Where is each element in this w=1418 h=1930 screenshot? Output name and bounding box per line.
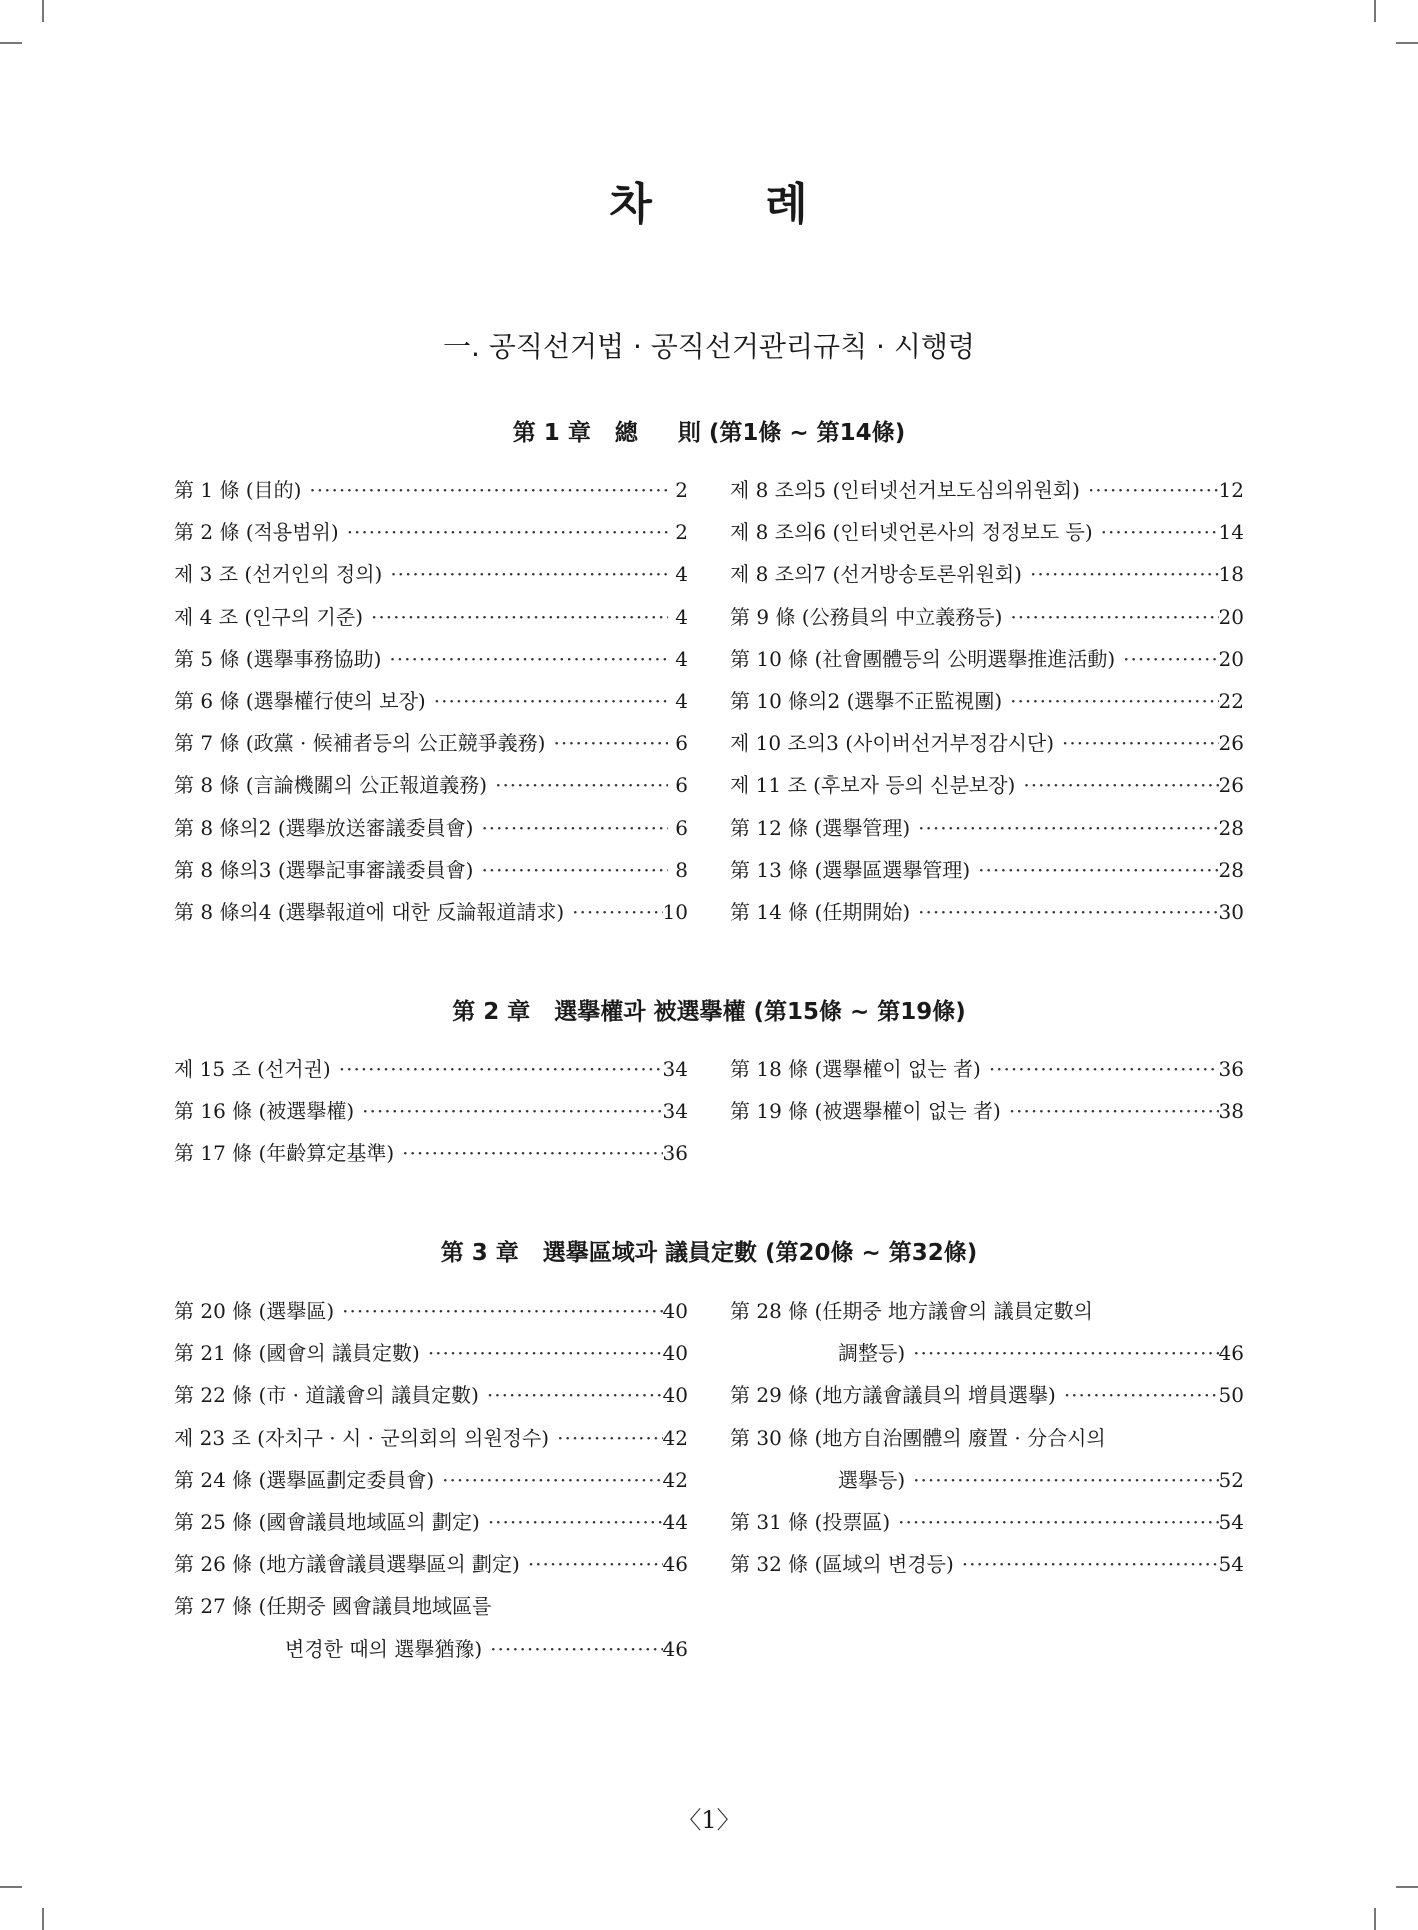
toc-entry[interactable]	[730, 1048, 1244, 1090]
toc-entry-title: 第 25 條 (國會議員地域區의 劃定)	[174, 1509, 480, 1534]
toc-entry[interactable]	[730, 1459, 1244, 1501]
toc-entry-page: 20	[1218, 604, 1244, 629]
dot-leader	[905, 1459, 1218, 1501]
toc-entry-page: 40	[662, 1341, 688, 1366]
toc-entry-title: 변경한 때의 選擧猶豫)	[285, 1636, 483, 1661]
toc-column-right	[730, 1290, 1244, 1585]
toc-entry-page: 26	[1218, 773, 1244, 798]
toc-entry-title: 第 9 條 (公務員의 中立義務등)	[730, 604, 1003, 629]
toc-entry-page: 6	[675, 815, 688, 840]
toc-entry[interactable]	[730, 638, 1244, 680]
toc-entry-page: 28	[1218, 857, 1244, 882]
toc-entry-page: 54	[1218, 1552, 1244, 1577]
dot-leader	[426, 680, 668, 722]
dot-leader	[301, 469, 668, 511]
dot-leader	[487, 764, 668, 806]
dot-leader	[1115, 638, 1218, 680]
toc-entry-page: 34	[662, 1099, 688, 1124]
toc-entry[interactable]	[174, 511, 688, 553]
dot-leader	[1015, 764, 1218, 806]
toc-entry-page: 8	[675, 857, 688, 882]
toc-column-right	[730, 469, 1244, 933]
toc-entry-page: 46	[1218, 1341, 1244, 1366]
toc-entry[interactable]	[174, 807, 688, 849]
toc-entry[interactable]	[174, 469, 688, 511]
toc-entry-page: 4	[675, 646, 688, 671]
toc-entry-page: 36	[662, 1141, 688, 1166]
toc-entry-title: 第 17 條 (年齡算定基準)	[174, 1141, 395, 1166]
toc-entry[interactable]	[174, 891, 688, 933]
toc-column-left	[174, 469, 688, 933]
toc-entry-title: 第 30 條 (地方自治團體의 廢置 · 分合시의	[730, 1425, 1106, 1450]
dot-leader	[473, 849, 668, 891]
toc-entry[interactable]	[174, 1501, 688, 1543]
crop-mark	[1374, 0, 1376, 22]
toc-entry[interactable]	[174, 1417, 688, 1459]
toc-entry[interactable]	[174, 1290, 688, 1332]
dot-leader	[910, 807, 1218, 849]
dot-leader	[354, 1090, 662, 1132]
toc-entry[interactable]	[174, 1628, 688, 1670]
dot-leader	[482, 1628, 662, 1670]
dot-leader	[1022, 553, 1219, 595]
toc-entry-page: 18	[1218, 562, 1244, 587]
dot-leader	[564, 891, 662, 933]
toc-entry-title: 第 1 條 (目的)	[174, 478, 302, 502]
toc-entry-page: 42	[662, 1425, 688, 1450]
toc-entry-title: 第 27 條 (任期중 國會議員地域區를	[174, 1594, 492, 1619]
toc-entry[interactable]	[730, 1290, 1244, 1332]
toc-entry-title: 第 8 條의4 (選擧報道에 대한 反論報道請求)	[174, 899, 565, 924]
dot-leader	[331, 1048, 663, 1090]
toc-entry-title: 第 6 條 (選擧權行使의 보장)	[174, 688, 426, 713]
dot-leader	[890, 1501, 1218, 1543]
toc-entry-title: 第 2 條 (적용범위)	[174, 520, 339, 545]
dot-leader	[473, 807, 668, 849]
toc-entry-title: 제 8 조의5 (인터넷선거보도심의위원회)	[730, 478, 1080, 502]
toc-entry[interactable]	[174, 1459, 688, 1501]
toc-entry-title: 第 7 條 (政黨 · 候補者등의 公正競爭義務)	[174, 731, 546, 756]
toc-entry[interactable]	[174, 680, 688, 722]
toc-entry-page: 6	[675, 731, 688, 756]
toc-entry-title: 제 10 조의3 (사이버선거부정감시단)	[730, 731, 1055, 756]
toc-entry[interactable]	[174, 1048, 688, 1090]
toc-entry-title: 第 16 條 (被選擧權)	[174, 1099, 355, 1124]
part-title: 一. 공직선거법 · 공직선거관리규칙 · 시행령	[443, 330, 975, 363]
toc-entry-page: 34	[662, 1057, 688, 1081]
toc-column-left	[174, 1290, 688, 1670]
crop-mark	[1396, 42, 1418, 44]
toc-entry-title: 第 8 條의2 (選擧放送審議委員會)	[174, 815, 474, 840]
toc-entry[interactable]	[174, 638, 688, 680]
toc-entry-page: 54	[1218, 1509, 1244, 1534]
toc-entry[interactable]	[730, 891, 1244, 933]
toc-entry-title: 第 10 條의2 (選擧不正監視團)	[730, 688, 1003, 713]
crop-mark	[42, 0, 44, 22]
toc-entry-title: 第 32 條 (區域의 변경등)	[730, 1552, 954, 1577]
toc-entry-title: 第 21 條 (國會의 議員定數)	[174, 1341, 420, 1366]
toc-entry-page: 44	[662, 1509, 688, 1534]
toc-entry[interactable]	[730, 849, 1244, 891]
toc-entry-page: 6	[675, 773, 688, 798]
toc-entry-page: 4	[675, 688, 688, 713]
toc-entry-page: 4	[675, 562, 688, 587]
toc-entry[interactable]	[730, 511, 1244, 553]
chapter-heading: 第 1 章 總 則 (第1條 ~ 第14條)	[512, 420, 906, 446]
dot-leader	[382, 553, 668, 595]
crop-mark	[1396, 1886, 1418, 1888]
dot-leader	[905, 1332, 1218, 1374]
toc-entry-page: 50	[1218, 1383, 1244, 1408]
toc-entry-title: 第 14 條 (任期開始)	[730, 899, 911, 924]
toc-entry-page: 10	[662, 899, 688, 924]
toc-entry-title: 제 23 조 (자치구 · 시 · 군의회의 의원정수)	[174, 1425, 550, 1450]
dot-leader	[910, 891, 1218, 933]
dot-leader	[363, 596, 668, 638]
crop-mark	[1374, 1908, 1376, 1930]
toc-entry-page: 36	[1218, 1057, 1244, 1081]
toc-entry-page: 26	[1218, 731, 1244, 756]
toc-entry-page: 46	[662, 1552, 688, 1577]
toc-entry-title: 第 31 條 (投票區)	[730, 1509, 891, 1534]
toc-entry-page: 2	[675, 520, 688, 545]
toc-entry[interactable]	[730, 1543, 1244, 1585]
dot-leader	[381, 638, 668, 680]
toc-column-right	[730, 1048, 1244, 1132]
toc-entry[interactable]	[174, 1585, 688, 1627]
toc-entry-page: 2	[675, 478, 688, 502]
toc-entry-page: 46	[662, 1636, 688, 1661]
toc-entry-title: 第 8 條 (言論機關의 公正報道義務)	[174, 773, 488, 798]
toc-entry-title: 제 11 조 (후보자 등의 신분보장)	[730, 773, 1016, 798]
toc-entry-page: 42	[662, 1467, 688, 1492]
toc-entry[interactable]	[174, 722, 688, 764]
toc-entry-page: 22	[1218, 688, 1244, 713]
toc-entry-page: 20	[1218, 646, 1244, 671]
toc-entry-page: 52	[1218, 1467, 1244, 1492]
toc-entry[interactable]	[730, 553, 1244, 595]
toc-entry-title: 第 28 條 (任期중 地方議會의 議員定數의	[730, 1299, 1093, 1323]
toc-entry[interactable]	[730, 764, 1244, 806]
toc-entry-title: 第 18 條 (選擧權이 없는 者)	[730, 1057, 981, 1081]
toc-entry[interactable]	[174, 596, 688, 638]
toc-entry-title: 제 3 조 (선거인의 정의)	[174, 562, 383, 587]
dot-leader	[520, 1543, 663, 1585]
dot-leader	[1001, 1090, 1219, 1132]
toc-entry[interactable]	[730, 807, 1244, 849]
toc-entry[interactable]	[730, 1374, 1244, 1416]
crop-mark	[42, 1908, 44, 1930]
dot-leader	[1093, 511, 1219, 553]
crop-mark	[0, 42, 22, 44]
toc-entry-page: 38	[1218, 1099, 1244, 1124]
toc-entry-page: 12	[1218, 478, 1244, 502]
toc-entry-page: 14	[1218, 520, 1244, 545]
dot-leader	[1002, 680, 1218, 722]
toc-entry[interactable]	[174, 553, 688, 595]
chapter-heading: 第 2 章 選擧權과 被選擧權 (第15條 ~ 第19條)	[452, 999, 966, 1025]
dot-leader	[479, 1374, 663, 1416]
dot-leader	[1080, 469, 1219, 511]
toc-entry[interactable]	[730, 596, 1244, 638]
dot-leader	[545, 722, 668, 764]
toc-entry-title: 調整등)	[838, 1341, 906, 1366]
toc-entry-title: 第 19 條 (被選擧權이 없는 者)	[730, 1099, 1001, 1124]
toc-entry-title: 第 22 條 (市 · 道議會의 議員定數)	[174, 1383, 479, 1408]
dot-leader	[334, 1290, 662, 1332]
dot-leader	[1054, 722, 1219, 764]
crop-mark	[0, 1886, 22, 1888]
toc-entry-page: 30	[1218, 899, 1244, 924]
toc-entry[interactable]	[174, 1374, 688, 1416]
toc-entry[interactable]	[730, 1501, 1244, 1543]
dot-leader	[954, 1543, 1219, 1585]
toc-entry-title: 제 4 조 (인구의 기준)	[174, 604, 363, 629]
toc-entry-title: 第 5 條 (選擧事務協助)	[174, 646, 382, 671]
toc-entry[interactable]	[730, 680, 1244, 722]
dot-leader	[1056, 1374, 1219, 1416]
toc-entry[interactable]	[174, 1543, 688, 1585]
toc-entry[interactable]	[730, 1417, 1244, 1459]
toc-entry-title: 第 24 條 (選擧區劃定委員會)	[174, 1467, 435, 1492]
page-number: 〈1〉	[677, 1806, 741, 1834]
dot-leader	[394, 1132, 662, 1174]
toc-column-left	[174, 1048, 688, 1175]
toc-entry-page: 40	[662, 1383, 688, 1408]
toc-entry-title: 第 29 條 (地方議會議員의 增員選擧)	[730, 1383, 1056, 1408]
toc-entry-title: 第 10 條 (社會團體등의 公明選擧推進活動)	[730, 646, 1116, 671]
dot-leader	[1002, 596, 1218, 638]
toc-entry-title: 第 26 條 (地方議會議員選擧區의 劃定)	[174, 1552, 520, 1577]
toc-entry[interactable]	[730, 1332, 1244, 1374]
toc-entry-title: 選擧등)	[838, 1467, 906, 1492]
toc-entry-title: 제 15 조 (선거권)	[174, 1057, 331, 1081]
dot-leader	[434, 1459, 662, 1501]
toc-entry[interactable]	[730, 469, 1244, 511]
dot-leader	[480, 1501, 663, 1543]
dot-leader	[420, 1332, 663, 1374]
toc-entry[interactable]	[174, 1332, 688, 1374]
toc-entry[interactable]	[174, 764, 688, 806]
page-title: 차 례	[609, 179, 809, 230]
toc-entry[interactable]	[730, 722, 1244, 764]
dot-leader	[549, 1417, 662, 1459]
toc-entry-title: 第 12 條 (選擧管理)	[730, 815, 911, 840]
toc-entry-title: 第 20 條 (選擧區)	[174, 1299, 335, 1323]
toc-entry-title: 제 8 조의7 (선거방송토론위원회)	[730, 562, 1022, 587]
toc-entry-page: 40	[662, 1299, 688, 1323]
toc-entry[interactable]	[174, 1132, 688, 1174]
dot-leader	[970, 849, 1218, 891]
dot-leader	[339, 511, 668, 553]
toc-entry[interactable]	[730, 1090, 1244, 1132]
chapter-heading: 第 3 章 選擧區域과 議員定數 (第20條 ~ 第32條)	[440, 1240, 978, 1266]
toc-entry[interactable]	[174, 1090, 688, 1132]
dot-leader	[981, 1048, 1219, 1090]
toc-entry-title: 제 8 조의6 (인터넷언론사의 정정보도 등)	[730, 520, 1093, 545]
toc-entry-page: 4	[675, 604, 688, 629]
toc-entry-title: 第 8 條의3 (選擧記事審議委員會)	[174, 857, 474, 882]
toc-entry-title: 第 13 條 (選擧區選擧管理)	[730, 857, 971, 882]
toc-entry[interactable]	[174, 849, 688, 891]
toc-entry-page: 28	[1218, 815, 1244, 840]
